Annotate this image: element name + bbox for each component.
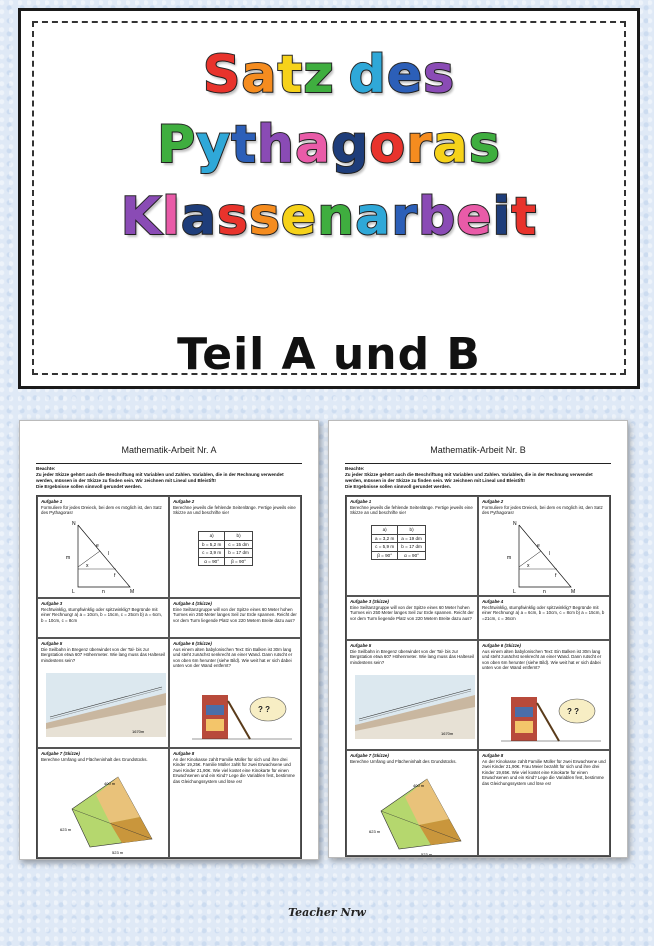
svg-text:m: m bbox=[507, 555, 512, 561]
title-letter: S bbox=[202, 45, 242, 105]
task-cell bbox=[478, 496, 610, 596]
sketch-label-n: N bbox=[72, 521, 76, 527]
title-letter: K bbox=[120, 187, 163, 247]
task-text: Berechne Umfang und Flächeninhalt des Grundstücks. bbox=[350, 758, 457, 764]
table-row bbox=[199, 549, 253, 558]
svg-text:m: m bbox=[66, 555, 71, 561]
task-text: Die Seilbahn in Bregenz überwindet von der Tal- bis zur Bergstation etwa 607 Höhenmeter. Wie lang muss das Halteseil mindestens sein? bbox=[41, 646, 165, 663]
svg-text:L: L bbox=[72, 589, 75, 595]
table-cell: a) bbox=[199, 532, 225, 541]
title-letter: r bbox=[406, 115, 433, 175]
table-row bbox=[372, 551, 426, 560]
title-letter: a bbox=[355, 187, 392, 247]
task-heading: Aufgabe 4 bbox=[482, 599, 504, 604]
table-cell: a = 19 dm bbox=[398, 534, 426, 543]
task-text: Formuliere für jedes Dreieck, bei dem es möglich ist, den Satz des Pythagoras! bbox=[482, 504, 603, 516]
table-row bbox=[372, 526, 426, 535]
svg-text:523 m: 523 m bbox=[421, 852, 433, 857]
svg-text:N: N bbox=[513, 521, 517, 527]
svg-text:623 m: 623 m bbox=[60, 827, 72, 832]
worksheet-b bbox=[328, 420, 628, 858]
task-grid-a bbox=[36, 495, 302, 859]
task-heading: Aufgabe 3 bbox=[41, 601, 63, 606]
triangle-sketch bbox=[56, 519, 156, 595]
task-cell bbox=[478, 596, 610, 640]
title-letter: r bbox=[391, 187, 418, 247]
worksheet-a-note bbox=[36, 466, 302, 490]
note-body: Zu jeder Skizze gehört auch die Beschriftung mit Variablen und Zahlen. Variablen, die in der Rechnung verwendet werden, müssen in der Skizze zu finden sein. Wir zeichnen mit Lineal und Bleistift! bbox=[36, 472, 284, 483]
task-cell bbox=[169, 496, 301, 598]
task-text: Aus einem alten babylonischen Text: Ein Balken ist 30m lang und steht zunächst senkrecht an einer Wand. Dann rutscht er von oben 6m herunter (siehe Bild). Wie weit hat er sich dabei unten von der Wand entfernt? bbox=[482, 648, 602, 671]
task-cell bbox=[478, 750, 610, 856]
values-table bbox=[198, 531, 253, 566]
task-cell bbox=[37, 496, 169, 598]
task-cell bbox=[169, 748, 301, 858]
task-cell bbox=[37, 598, 169, 638]
title-letter: s bbox=[248, 187, 281, 247]
table-cell: b) bbox=[398, 526, 426, 535]
title-letter: a bbox=[180, 187, 218, 247]
plot-of-land-picture bbox=[361, 771, 471, 856]
table-row bbox=[372, 534, 426, 543]
plot-of-land-picture bbox=[52, 769, 162, 855]
ladder-wall-picture bbox=[192, 691, 292, 743]
values-table bbox=[371, 525, 426, 560]
svg-text:f: f bbox=[555, 573, 557, 579]
task-cell bbox=[346, 640, 478, 750]
worksheet-b-note bbox=[345, 466, 611, 490]
title-line-2 bbox=[21, 115, 637, 175]
task-text: Berechne jeweils die fehlende Seitenlänge. Fertige jeweils eine Skizze an und beschrifte sie! bbox=[173, 504, 296, 516]
title-letter: h bbox=[257, 115, 296, 175]
task-text: An der Kinokasse zahlt Familie Müller für zwei Erwachsene und zwei Kinder 21,90€. Frau Meier bezahlt für sich und ihre drei Kinder 19,65€. Wie viel kostet eine Kinokarte für einen Erwachsenen und ein Kind? Lege die Variablen fest, bestimme das Gleichungssystem und löse es! bbox=[482, 758, 606, 786]
svg-text:l: l bbox=[108, 551, 110, 557]
task-text: An der Kinokasse zahlt Familie Müller für sich und ihre drei Kinder 19,25€. Familie Müller zahlt für zwei Erwachsene und zwei Kinder 21,90€. Wie viel kostet eine Kinokarte für einen Erwachsenen und ein Kind? Lege die Variablen fest, bestimme das Gleichungssystem und löse es! bbox=[173, 756, 295, 784]
title-line-1 bbox=[21, 45, 637, 105]
task-cell bbox=[346, 750, 478, 856]
ladder-wall-picture bbox=[501, 693, 601, 745]
note-heading: Beachte: bbox=[345, 466, 365, 471]
svg-text:400 m: 400 m bbox=[104, 781, 116, 786]
table-cell: c = 15 dm bbox=[225, 540, 253, 549]
title-letter: s bbox=[217, 187, 249, 247]
task-text: Eine Seiltanzgruppe will von der Spitze eines 60 Meter hohen Turmes ein 250 Meter langes Seil zur Erde spannen. Reicht der vor dem Turm liegende Platz von 220 Metern Breite dazu aus? bbox=[350, 604, 474, 621]
table-row bbox=[199, 532, 253, 541]
title-letter: d bbox=[348, 45, 387, 105]
table-row bbox=[372, 543, 426, 552]
task-cell bbox=[37, 748, 169, 858]
worksheet-a-title: Mathematik-Arbeit Nr. A bbox=[121, 445, 217, 455]
note-body: Zu jeder Skizze gehört auch die Beschriftung mit Variablen und Zahlen. Variablen, die in der Rechnung verwendet werden, müssen in der Skizze zu finden sein. Wir zeichnen mit Lineal und Bleistift! bbox=[345, 472, 593, 483]
task-cell bbox=[169, 638, 301, 748]
task-text: Aus einem alten babylonischen Text: Ein Balken ist 30m lang und steht zunächst senkrecht an einer Wand. Dann rutscht er von oben 6m herunter (siehe Bild). Wie weit hat er sich dabei unten von der Wand entfernt? bbox=[173, 646, 293, 669]
title-letter: y bbox=[196, 115, 232, 175]
divider bbox=[345, 463, 611, 464]
table-cell: b = 17 dm bbox=[398, 543, 426, 552]
task-cell bbox=[346, 596, 478, 640]
svg-text:e: e bbox=[96, 543, 99, 549]
task-cell bbox=[478, 640, 610, 750]
title-letter: e bbox=[386, 45, 424, 105]
title-letter: n bbox=[317, 187, 356, 247]
title-letter bbox=[335, 49, 349, 101]
task-text: Berechne jeweils die fehlende Seitenlänge. Fertige jeweils eine Skizze an und beschrifte sie! bbox=[350, 504, 473, 516]
svg-text:n: n bbox=[543, 589, 546, 595]
title-letter: P bbox=[157, 115, 197, 175]
title-letter: s bbox=[468, 115, 501, 175]
svg-text:f: f bbox=[114, 573, 116, 579]
author-signature: Teacher Nrw bbox=[288, 906, 366, 919]
svg-text:e: e bbox=[537, 543, 540, 549]
table-cell: b = 5,2 m bbox=[199, 540, 225, 549]
cable-car-picture bbox=[46, 673, 166, 737]
title-letter: g bbox=[331, 115, 370, 175]
table-cell: c = 5,9 m bbox=[372, 543, 398, 552]
svg-text:n: n bbox=[102, 589, 105, 595]
task-heading: Aufgabe 1 bbox=[350, 499, 372, 504]
task-heading: Aufgabe 2 bbox=[173, 499, 195, 504]
title-letter: i bbox=[492, 187, 512, 247]
table-cell: β = 90° bbox=[372, 551, 398, 560]
table-cell: α = 90° bbox=[199, 557, 225, 566]
task-heading: Aufgabe 5 bbox=[41, 641, 63, 646]
task-text: Die Seilbahn in Bregenz überwindet von der Tal- bis zur Bergstation etwa 607 Höhenmeter. Wie lang muss das Halteseil mindestens sein? bbox=[350, 648, 474, 665]
task-grid-b bbox=[345, 495, 611, 857]
task-heading: Aufgabe 6 (Skizze) bbox=[482, 643, 521, 648]
svg-text:M: M bbox=[130, 589, 135, 595]
title-card bbox=[18, 8, 640, 389]
svg-text:623 m: 623 m bbox=[369, 829, 381, 834]
cable-car-picture bbox=[355, 675, 475, 739]
svg-text:? ?: ? ? bbox=[258, 705, 270, 714]
task-heading: Aufgabe 7 (Skizze) bbox=[350, 753, 389, 758]
svg-text:? ?: ? ? bbox=[567, 707, 579, 716]
svg-text:523 m: 523 m bbox=[112, 850, 124, 855]
title-letter: t bbox=[231, 115, 258, 175]
task-heading: Aufgabe 4 (Skizze) bbox=[173, 601, 212, 606]
title-letter: e bbox=[280, 187, 318, 247]
task-heading: Aufgabe 1 bbox=[41, 499, 63, 504]
worksheet-a bbox=[19, 420, 319, 860]
svg-text:L: L bbox=[513, 589, 516, 595]
note-heading: Beachte: bbox=[36, 466, 56, 471]
svg-text:x: x bbox=[86, 563, 89, 569]
task-text: Rechtwinklig, stumpfwinklig oder spitzwinklig? Begründe mit einer Rechnung! a) a = 10cm, b = 15cm, c = 25cm b) a = 6cm, b = 10cm, c = 8cm bbox=[41, 606, 163, 623]
svg-text:400 m: 400 m bbox=[413, 783, 425, 788]
svg-text:1670m: 1670m bbox=[441, 731, 454, 736]
table-cell: β = 90° bbox=[225, 557, 253, 566]
table-cell: b) bbox=[225, 532, 253, 541]
title-letter: o bbox=[369, 115, 407, 175]
title-letter: e bbox=[456, 187, 493, 247]
table-cell: c = 3,9 m bbox=[199, 549, 225, 558]
divider bbox=[36, 463, 302, 464]
title-letter: a bbox=[295, 115, 332, 175]
task-cell bbox=[169, 598, 301, 638]
task-text: Eine Seiltanzgruppe will von der Spitze eines 60 Meter hohen Turmes ein 250 Meter langes Seil zur Erde spannen. Reicht der vor dem Turm liegende Platz von 220 Metern Breite dazu aus? bbox=[173, 606, 297, 623]
table-row bbox=[199, 540, 253, 549]
task-heading: Aufgabe 7 (Skizze) bbox=[41, 751, 80, 756]
task-heading: Aufgabe 8 bbox=[173, 751, 195, 756]
triangle-sketch bbox=[497, 519, 597, 595]
title-letter: s bbox=[423, 45, 456, 105]
subtitle: Teil A und B bbox=[177, 329, 481, 380]
svg-text:M: M bbox=[571, 589, 576, 595]
svg-text:1670m: 1670m bbox=[132, 729, 145, 734]
svg-text:l: l bbox=[549, 551, 551, 557]
task-heading: Aufgabe 2 bbox=[482, 499, 504, 504]
task-heading: Aufgabe 8 bbox=[482, 753, 504, 758]
task-text: Berechne Umfang und Flächeninhalt des Grundstücks. bbox=[41, 756, 148, 762]
title-letter: l bbox=[162, 187, 181, 247]
task-text: Rechtwinklig, stumpfwinklig oder spitzwinklig? Begründe mit einer Rechnung! a) a = 6cm, b = 10cm, c = 8cm b) a = 15cm, b =21cm, c = 36cm bbox=[482, 604, 605, 621]
title-line-3 bbox=[21, 187, 637, 247]
table-cell: a) bbox=[372, 526, 398, 535]
worksheet-b-title: Mathematik-Arbeit Nr. B bbox=[430, 445, 526, 455]
title-letter: a bbox=[432, 115, 469, 175]
task-cell bbox=[346, 496, 478, 596]
title-letter: z bbox=[303, 45, 335, 105]
task-heading: Aufgabe 6 (Skizze) bbox=[173, 641, 212, 646]
task-heading: Aufgabe 3 (Skizze) bbox=[350, 599, 389, 604]
title-letter: t bbox=[277, 45, 304, 105]
table-cell: α = 90° bbox=[398, 551, 426, 560]
table-row bbox=[199, 557, 253, 566]
title-letter: b bbox=[417, 187, 457, 247]
title-letter: t bbox=[511, 187, 538, 247]
note-last: Die Ergebnisse sollen sinnvoll gerundet werden. bbox=[345, 484, 451, 489]
task-cell bbox=[37, 638, 169, 748]
title-letter: a bbox=[241, 45, 278, 105]
table-cell: a = 3,2 m bbox=[372, 534, 398, 543]
svg-text:x: x bbox=[527, 563, 530, 569]
table-cell: b = 17 dm bbox=[225, 549, 253, 558]
task-heading: Aufgabe 5 bbox=[350, 643, 372, 648]
task-text: Formuliere für jedes Dreieck, bei dem es möglich ist, den Satz des Pythagoras! bbox=[41, 504, 162, 516]
note-last: Die Ergebnisse sollen sinnvoll gerundet werden. bbox=[36, 484, 142, 489]
